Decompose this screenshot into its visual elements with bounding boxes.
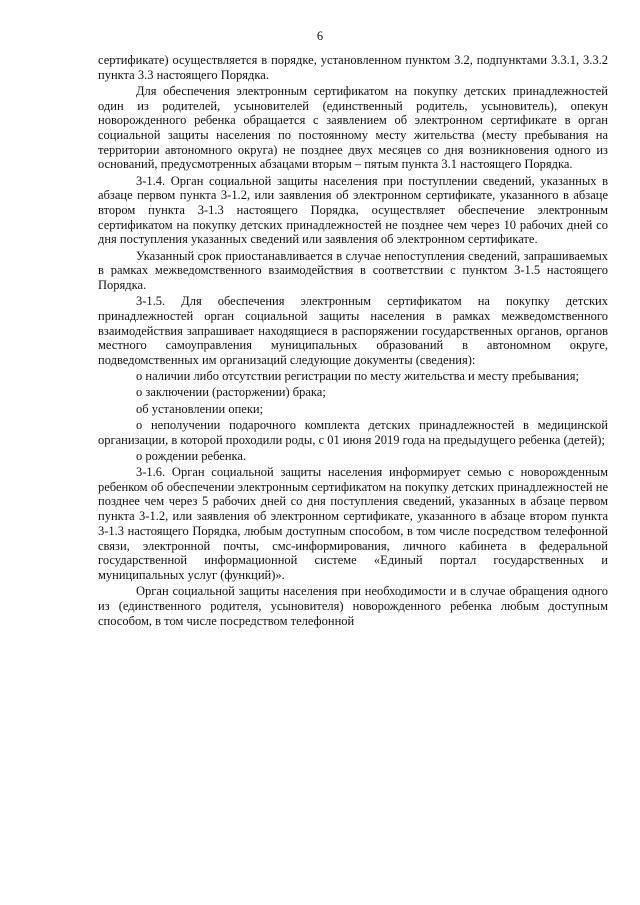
- page-number: 6: [316, 29, 324, 43]
- list-item-guardianship: об установлении опеки;: [136, 401, 264, 416]
- paragraph-notification-request: Орган социальной защиты населения при необходимости и в случае обращения одного из (единственного родителя, усыновителя) новорожденного ребенка любым доступным способом, в том числе посредством телефонной: [98, 584, 608, 628]
- list-item-birth: о рождении ребенка.: [136, 448, 247, 463]
- paragraph-3-1-5: 3-1.5. Для обеспечения электронным сертификатом на покупку детских принадлежностей орган социальной защиты населения в рамках межведомственного взаимодействия запрашивает находящиеся в распоряжении государственных органов, органов местного самоуправления муниципальных образований в автономном округе, подведомственных им организаций следующие документы (сведения):: [98, 294, 608, 368]
- paragraph-application-procedure: Для обеспечения электронным сертификатом на покупку детских принадлежностей один из родителей, усыновителей (единственный родитель, усыновитель), опекун новорожденного ребенка обращается с заявлением об электронном сертификате в орган социальной защиты населения по постоянному месту жительства (месту пребывания на территории автономного округа) не позднее двух месяцев со дня возникновения одного из оснований, предусмотренных абзацами вторым – пятым пункта 3.1 настоящего Порядка.: [98, 83, 608, 172]
- paragraph-term-suspension: Указанный срок приостанавливается в случае непоступления сведений, запрашиваемых в рамках межведомственного взаимодействия в соответствии с пунктом 3-1.5 настоящего Порядка.: [98, 248, 608, 293]
- paragraph-continuation: сертификате) осуществляется в порядке, установленном пунктом 3.2, подпунктами 3.3.1, 3.3.2 пункта 3.3 настоящего Порядка.: [98, 53, 608, 82]
- list-item-registration: о наличии либо отсутствии регистрации по месту жительства и месту пребывания;: [136, 369, 579, 384]
- paragraph-3-1-6: 3-1.6. Орган социальной защиты населения информирует семью с новорожденным ребенком об обеспечении электронным сертификатом на покупку детских принадлежностей не позднее чем через 5 рабочих дней со дня поступления сведений, указанных в абзаце первом пункта 3-1.2, или заявления об электронном сертификате, указанного в абзаце втором пункта 3-1.3 настоящего Порядка, любым доступным способом, в том числе посредством телефонной связи, электронной почты, смс-информирования, личного кабинета в федеральной государственной информационной системе «Единый портал государственных и муниципальных услуг (функций)».: [98, 464, 608, 582]
- paragraph-3-1-4: 3-1.4. Орган социальной защиты населения при поступлении сведений, указанных в абзаце первом пункта 3-1.2, или заявления об электронном сертификате, указанного в абзаце втором пункта 3-1.3 настоящего Порядка, осуществляет обеспечение электронным сертификатом на покупку детских принадлежностей не позднее чем через 10 рабочих дней со дня поступления указанных сведений или заявления об электронном сертификате.: [98, 173, 608, 247]
- document-body: [98, 53, 608, 630]
- list-item-marriage: о заключении (расторжении) брака;: [136, 385, 326, 400]
- list-item-gift-kit: о неполучении подарочного комплекта детских принадлежностей в медицинской организации, в которой проходили роды, с 01 июня 2019 года на предыдущего ребенка (детей);: [98, 417, 608, 447]
